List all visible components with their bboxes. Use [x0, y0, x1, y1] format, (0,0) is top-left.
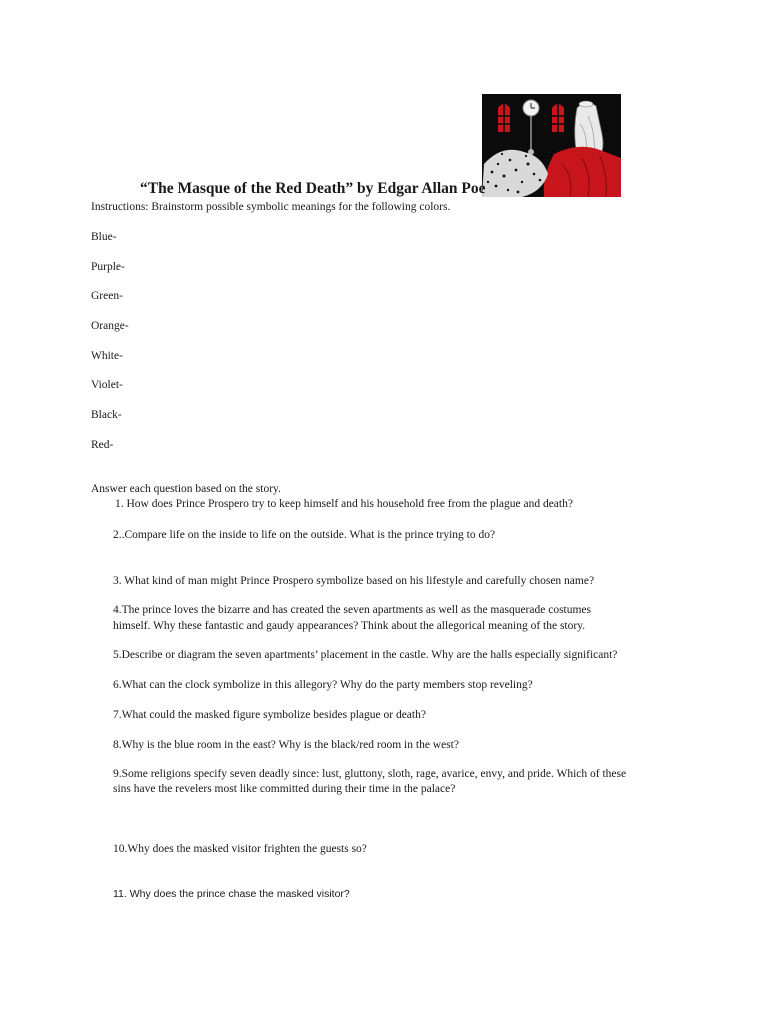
question-4-line2: himself. Why these fantastic and gaudy appearances? Think about the allegorical meaning of the story.	[113, 620, 586, 632]
question-4-line1: 4.The prince loves the bizarre and has created the seven apartments as well as the masquerade costumes	[113, 604, 592, 616]
red-cloak	[544, 147, 621, 197]
question-1: 1. How does Prince Prospero try to keep himself and his household free from the plague and death?	[115, 498, 573, 510]
question-8: 8.Why is the blue room in the east? Why is the black/red room in the west?	[113, 739, 459, 751]
question-10: 10.Why does the masked visitor frighten the guests so?	[113, 843, 367, 855]
color-item-black: Black-	[91, 409, 122, 421]
question-6: 6.What can the clock symbolize in this allegory? Why do the party members stop reveling?	[113, 679, 533, 691]
page-title: “The Masque of the Red Death” by Edgar Allan Poe	[140, 180, 486, 197]
answer-intro: Answer each question based on the story.	[91, 483, 281, 495]
question-9-line1: 9.Some religions specify seven deadly since: lust, gluttony, sloth, rage, avarice, envy, and pride. Which of these	[113, 768, 627, 780]
question-5: 5.Describe or diagram the seven apartments’ placement in the castle. Why are the halls especially significant?	[113, 649, 618, 661]
question-2: 2..Compare life on the inside to life on the outside. What is the prince trying to do?	[113, 529, 496, 541]
question-7: 7.What could the masked figure symbolize besides plague or death?	[113, 709, 426, 721]
color-item-red: Red-	[91, 439, 114, 451]
question-9-line2: sins have the revelers most like committed during their time in the palace?	[113, 783, 456, 795]
instructions-text: Instructions: Brainstorm possible symbolic meanings for the following colors.	[91, 201, 451, 213]
question-3: 3. What kind of man might Prince Prospero symbolize based on his lifestyle and carefully chosen name?	[113, 575, 595, 587]
color-item-violet: Violet-	[91, 379, 123, 391]
color-item-purple: Purple-	[91, 261, 125, 273]
color-item-white: White-	[91, 350, 123, 362]
red-window-right	[552, 104, 564, 132]
story-illustration	[482, 94, 621, 197]
red-window-left	[498, 104, 510, 132]
color-item-orange: Orange-	[91, 320, 129, 332]
color-item-blue: Blue-	[91, 231, 117, 243]
question-11: 11. Why does the prince chase the masked visitor?	[113, 888, 350, 900]
color-item-green: Green-	[91, 290, 123, 302]
